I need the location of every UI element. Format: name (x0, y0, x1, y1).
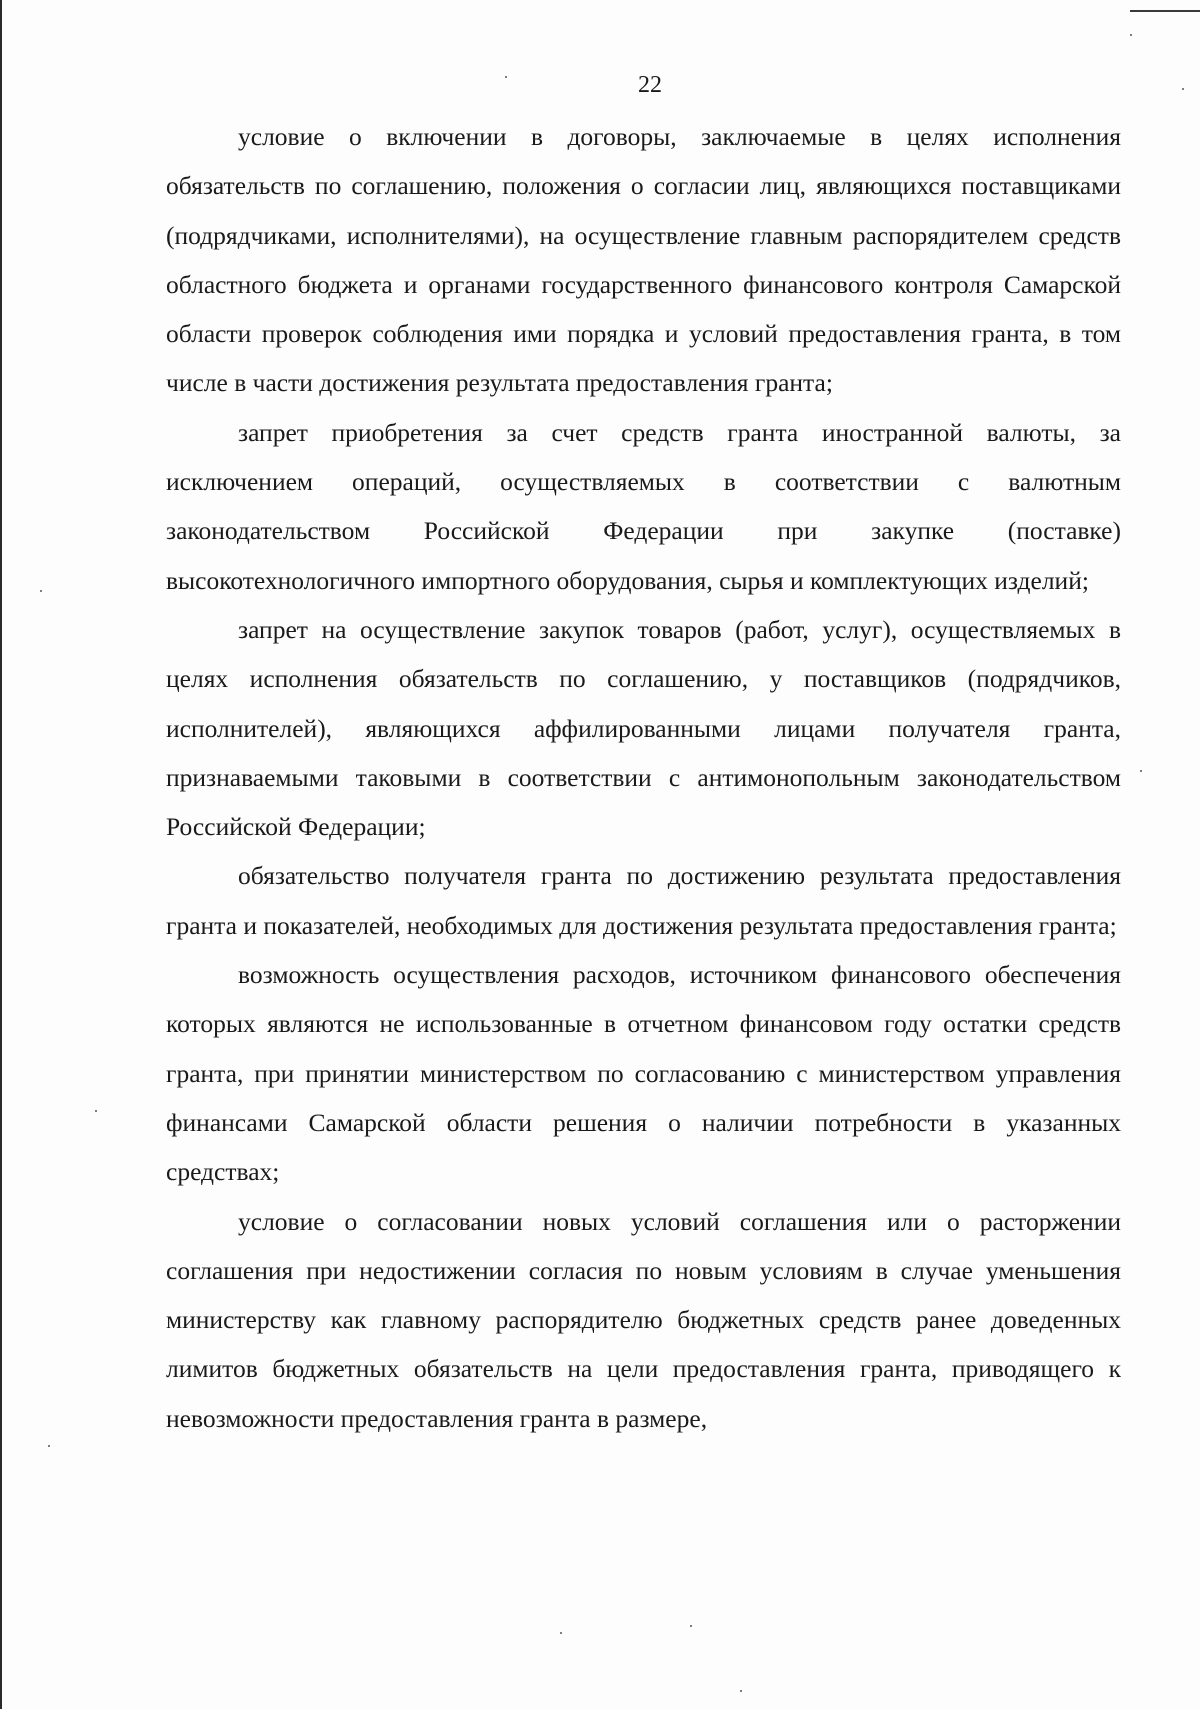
scan-speck (1140, 770, 1142, 772)
paragraph-foreign-currency-ban: запрет приобретения за счет средств гранта иностранной валюты, за исключением операций, осуществляемых в соответствии с валютным законодательством Российской Федерации при закупке (поставке) высокотехнологичного импортного оборудования, сырья и комплектующих изделий; (166, 417, 1121, 595)
scan-left-edge (0, 0, 2, 1709)
scan-speck (95, 1110, 97, 1112)
scan-speck (740, 1690, 742, 1692)
paragraph-unused-balance-spending: возможность осуществления расходов, источником финансового обеспечения которых являются не использованные в отчетном финансовом году остатки средств гранта, при принятии министерством по согласованию с министерством управления финансами Самарской области решения о наличии потребности в указанных средствах; (166, 960, 1121, 1187)
scan-speck (690, 1625, 692, 1627)
scan-speck (1130, 34, 1132, 36)
scan-speck (560, 1632, 562, 1634)
paragraph-result-obligation: обязательство получателя гранта по достижению результата предоставления гранта и показателей, необходимых для достижения результата предоставления гранта; (166, 861, 1121, 940)
scan-speck (40, 590, 42, 592)
paragraph-affiliated-procurement-ban: запрет на осуществление закупок товаров (работ, услуг), осуществляемых в целях исполнения обязательств по соглашению, у поставщиков (подрядчиков, исполнителей), являющихся аффилированными лицами получателя гранта, признаваемыми таковыми в соответствии с антимонопольным законодательством Российской Федерации; (166, 614, 1121, 842)
paragraph-agreement-renegotiation: условие о согласовании новых условий соглашения или о расторжении соглашения при недостижении согласия по новым условиям в случае уменьшения министерству как главному распорядителю бюджетных средств ранее доведенных лимитов бюджетных обязательств на цели предоставления гранта, приводящего к невозможности предоставления гранта в размере, (166, 1206, 1121, 1433)
page-number: 22 (638, 72, 662, 98)
scan-top-edge (1130, 10, 1200, 12)
document-body (166, 112, 1121, 1443)
paragraph-access-audit-consent: условие о включении в договоры, заключаемые в целях исполнения обязательств по соглашению, положения о согласии лиц, являющихся поставщиками (подрядчиками, исполнителями), на осуществление главным распорядителем средств областного бюджета и органами государственного финансового контроля Самарской области проверок соблюдения ими порядка и условий предоставления гранта, в том числе в части достижения результата предоставления гранта; (166, 122, 1121, 398)
scan-speck (48, 1445, 50, 1447)
